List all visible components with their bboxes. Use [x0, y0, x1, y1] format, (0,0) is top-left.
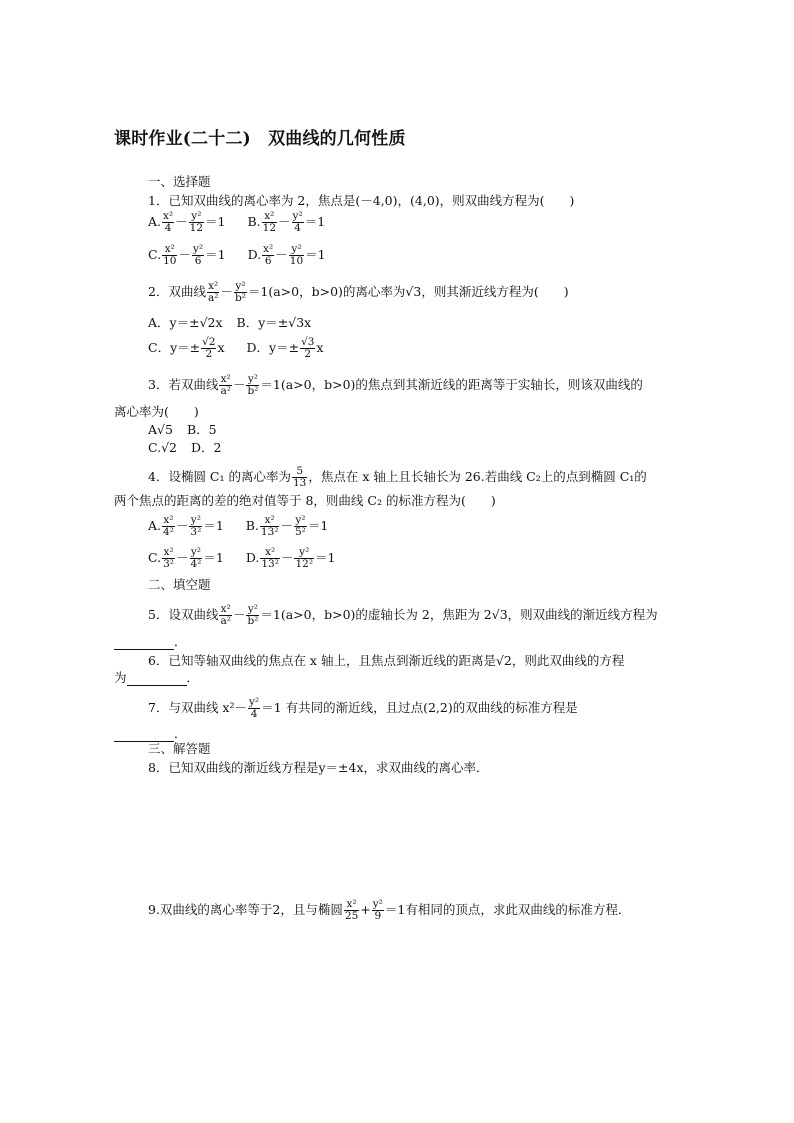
frac: $\frac{\text{x²}}{\text{a²}}$	[220, 603, 231, 627]
q4-stem: 4．设椭圆 C₁ 的离心率为 $\frac{5}{13}$ ，焦点在 x 轴上且长轴长为 26.若曲线 C₂上的点到椭圆 C₁的	[148, 465, 647, 489]
frac: $\frac{\text{x²}}{\text{13²}}$	[261, 546, 279, 570]
frac: $\frac{\text{x²}}{6}$	[263, 243, 274, 267]
q2-options-ab: A．y＝±√2x B．y＝±√3x	[148, 315, 312, 330]
frac: $\frac{\text{y²}}{\text{b²}}$	[247, 373, 259, 397]
frac: $\frac{\text{y²}}{12}$	[189, 210, 204, 234]
frac: $\frac{\text{x²}}{\text{13²}}$	[260, 514, 279, 538]
q6-answer-line: 为 ．	[114, 670, 200, 685]
frac: $\frac{\text{x²}}{\text{a²}}$	[220, 373, 231, 397]
q5-answer-line: ．	[114, 634, 187, 650]
frac: $\frac{5}{13}$	[292, 465, 307, 489]
q8-stem: 8．已知双曲线的渐近线方程是y＝±4x，求双曲线的离心率．	[148, 760, 489, 775]
q1-stem: 1．已知双曲线的离心率为 2，焦点是(－4,0)，(4,0)，则双曲线方程为( )	[148, 193, 575, 208]
frac: $\frac{√3}{2}$	[301, 336, 315, 360]
q4-stem-line2: 两个焦点的距离的差的绝对值等于 8，则曲线 C₂ 的标准方程为( )	[114, 493, 496, 508]
frac: $\frac{\text{y²}}{\text{12²}}$	[295, 546, 314, 570]
q6-blank[interactable]	[127, 673, 187, 686]
frac: $\frac{\text{y²}}{\text{b²}}$	[247, 603, 259, 627]
frac: $\frac{\text{x²}}{10}$	[163, 243, 177, 267]
section-fill: 二、填空题	[148, 577, 211, 592]
frac: $\frac{\text{y²}}{\text{4²}}$	[190, 546, 202, 570]
frac: $\frac{\text{x²}}{25}$	[344, 898, 359, 922]
q2-stem: 2．双曲线 $\frac{\text{x²}}{\text{a²}}$ － $\frac{\text{y²}}{\text{b²}}$ ＝1(a>0，b>0)的离心率为√3，则其渐近线方程为( )	[148, 280, 569, 304]
section-answer: 三、解答题	[148, 741, 211, 756]
q9-stem: 9.双曲线的离心率等于2，且与椭圆 $\frac{\text{x²}}{25}$ + $\frac{\text{y²}}{9}$ ＝1有相同的顶点，求此双曲线的标准方程．	[148, 898, 631, 922]
frac: $\frac{\text{y²}}{\text{5²}}$	[295, 514, 306, 538]
q6-stem: 6．已知等轴双曲线的焦点在 x 轴上，且焦点到渐近线的距离是√2，则此双曲线的方程	[148, 653, 625, 668]
frac: $\frac{\text{x²}}{\text{4²}}$	[163, 514, 174, 538]
frac: $\frac{\text{x²}}{\text{3²}}$	[163, 546, 174, 570]
q5-stem: 5．设双曲线 $\frac{\text{x²}}{\text{a²}}$ － $\frac{\text{y²}}{\text{b²}}$ ＝1(a>0，b>0)的虚轴长为 2，焦距为 2√3，则双曲线的渐近线方程为	[148, 603, 658, 627]
frac: $\frac{\text{y²}}{\text{3²}}$	[190, 514, 202, 538]
page-title: 课时作业(二十二) 双曲线的几何性质	[114, 129, 406, 149]
frac: $\frac{\text{y²}}{\text{b²}}$	[234, 280, 246, 304]
q3-options-cd: C.√2 D．2	[148, 440, 222, 455]
frac: $\frac{\text{y²}}{4}$	[249, 696, 260, 720]
q4-options-cd: C. $\frac{\text{x²}}{\text{3²}}$ － $\frac{\text{y²}}{\text{4²}}$ ＝1 D. $\frac{\text{x²}}{\text{13²}}$ － $\frac{\text{y²}}{\text{12²}}$ ＝1	[148, 546, 336, 570]
q7-answer-line: ．	[114, 726, 187, 742]
section-choice: 一、选择题	[148, 174, 211, 189]
frac: $\frac{\text{x²}}{4}$	[163, 210, 174, 234]
frac: $\frac{\text{y²}}{10}$	[289, 243, 304, 267]
q1-options-ab: A. $\frac{\text{x²}}{4}$ － $\frac{\text{y²}}{12}$ ＝1 B. $\frac{\text{x²}}{12}$ － $\frac{\text{y²}}{4}$ ＝1	[148, 210, 326, 234]
q5-blank[interactable]	[114, 637, 174, 650]
q3-stem-line2: 离心率为( )	[114, 404, 199, 419]
frac: $\frac{\text{y²}}{9}$	[372, 898, 383, 922]
frac: $\frac{\text{x²}}{\text{a²}}$	[207, 280, 219, 304]
frac: $\frac{\text{x²}}{12}$	[262, 210, 277, 234]
q7-stem: 7．与双曲线 x²－ $\frac{\text{y²}}{4}$ ＝1 有共同的渐近线，且过点(2,2)的双曲线的标准方程是	[148, 696, 578, 720]
frac: $\frac{\text{y²}}{4}$	[292, 210, 303, 234]
q3-options-ab: A√5 B．5	[148, 422, 217, 437]
frac: $\frac{√2}{2}$	[202, 336, 216, 360]
frac: $\frac{\text{y²}}{6}$	[192, 243, 204, 267]
q1-options-cd: C. $\frac{\text{x²}}{10}$ － $\frac{\text{y²}}{6}$ ＝1 D. $\frac{\text{x²}}{6}$ － $\frac{\text{y²}}{10}$ ＝1	[148, 243, 326, 267]
q2-options-cd: C．y＝± $\frac{√2}{2}$ x D．y＝± $\frac{√3}{2}$ x	[148, 336, 324, 360]
q3-stem: 3．若双曲线 $\frac{\text{x²}}{\text{a²}}$ － $\frac{\text{y²}}{\text{b²}}$ ＝1(a>0，b>0)的焦点到其渐近线的距离等于实轴长，则该双曲线的	[148, 373, 643, 397]
q4-options-ab: A. $\frac{\text{x²}}{\text{4²}}$ － $\frac{\text{y²}}{\text{3²}}$ ＝1 B. $\frac{\text{x²}}{\text{13²}}$ － $\frac{\text{y²}}{\text{5²}}$ ＝1	[148, 514, 329, 538]
